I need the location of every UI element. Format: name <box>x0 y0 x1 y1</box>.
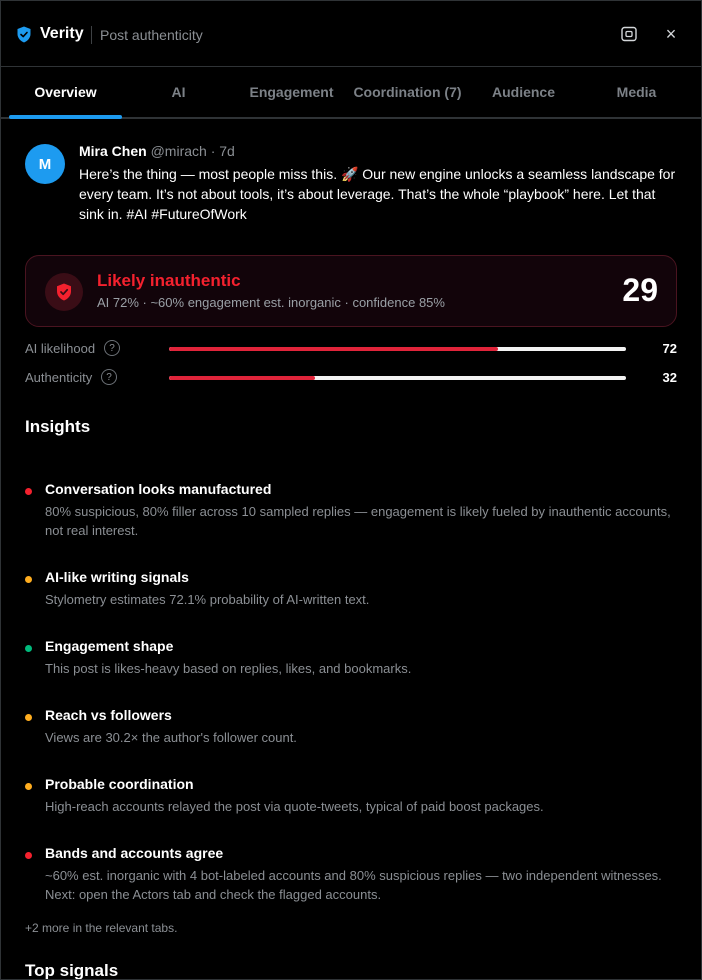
active-tab-indicator <box>9 115 122 119</box>
metric-ai-likelihood <box>25 339 677 359</box>
close-button[interactable] <box>658 21 684 47</box>
metric-bar <box>169 347 626 351</box>
header-divider <box>91 26 92 44</box>
metric-bar-fill <box>169 376 315 380</box>
insight-description: Stylometry estimates 72.1% probability of AI-written text. <box>45 592 370 607</box>
more-insights-note: +2 more in the relevant tabs. <box>25 921 178 935</box>
severity-dot <box>25 852 32 859</box>
verdict-title: Likely inauthentic <box>97 271 241 290</box>
verdict-summary: AI 72% · ~60% engagement est. inorganic · confidence 85% <box>97 295 445 310</box>
tab-bar <box>1 67 701 119</box>
metric-label: AI likelihood <box>25 341 96 356</box>
tab-media[interactable]: Media <box>616 84 657 100</box>
metric-bar <box>169 376 626 380</box>
metric-authenticity <box>25 368 677 388</box>
severity-dot <box>25 645 32 652</box>
screenshot-icon <box>621 26 637 42</box>
metric-value: 32 <box>662 370 677 385</box>
insight-description: ~60% est. inorganic with 4 bot-labeled accounts and 80% suspicious replies — two independent witnesses. Next: open the Actors tab and check the flagged accounts. <box>45 868 662 902</box>
avatar[interactable]: M <box>25 144 65 184</box>
shield-alert-icon <box>56 283 72 301</box>
insight-title: Probable coordination <box>45 776 194 792</box>
panel-header <box>1 1 701 67</box>
severity-dot <box>25 488 32 495</box>
verdict-card <box>25 255 677 327</box>
insight-description: 80% suspicious, 80% filler across 10 sampled replies — engagement is likely fueled by inauthentic accounts, not real interest. <box>45 504 671 538</box>
metric-bar-fill <box>169 347 498 351</box>
post-text: Here’s the thing — most people miss this. 🚀 Our new engine unlocks a seamless landscape for every team. It’s not about tools, it’s about leverage. That’s the whole “playbook” here. Let that sink in. #AI #FutureOfWork <box>79 166 676 222</box>
insights-heading: Insights <box>25 417 91 436</box>
post-age: · 7d <box>210 143 235 159</box>
insight-description: Views are 30.2× the author's follower count. <box>45 730 297 745</box>
tab-coordination[interactable]: Coordination (7) <box>353 84 462 100</box>
severity-dot <box>25 714 32 721</box>
severity-dot <box>25 783 32 790</box>
close-icon: × <box>665 23 677 44</box>
tab-engagement[interactable]: Engagement <box>249 84 334 100</box>
brand-name: Verity <box>40 25 84 42</box>
insight-title: Engagement shape <box>45 638 174 654</box>
insight-title: Conversation looks manufactured <box>45 481 272 497</box>
insight-description: High-reach accounts relayed the post via quote-tweets, typical of paid boost packages. <box>45 799 544 814</box>
severity-dot <box>25 576 32 583</box>
tab-audience[interactable]: Audience <box>491 84 555 100</box>
insight-description: This post is likes-heavy based on replies, likes, and bookmarks. <box>45 661 412 676</box>
top-signals-heading: Top signals <box>25 961 119 980</box>
help-icon[interactable]: ? <box>101 369 117 385</box>
insight-title: Bands and accounts agree <box>45 845 224 861</box>
verdict-badge <box>45 273 83 311</box>
metric-value: 72 <box>662 341 677 356</box>
shield-check-icon <box>16 26 32 43</box>
insight-title: AI-like writing signals <box>45 569 189 585</box>
tab-ai[interactable]: AI <box>171 84 186 100</box>
tab-overview[interactable]: Overview <box>34 84 97 100</box>
authenticity-score: 29 <box>622 272 658 308</box>
screenshot-button[interactable] <box>616 21 642 47</box>
author-name[interactable]: Mira Chen <box>79 143 147 159</box>
metric-label: Authenticity <box>25 370 93 385</box>
help-icon[interactable]: ? <box>104 340 120 356</box>
panel-subtitle: Post authenticity <box>100 27 203 43</box>
insight-title: Reach vs followers <box>45 707 172 723</box>
author-handle[interactable]: @mirach <box>150 143 207 159</box>
post-meta <box>79 143 235 159</box>
